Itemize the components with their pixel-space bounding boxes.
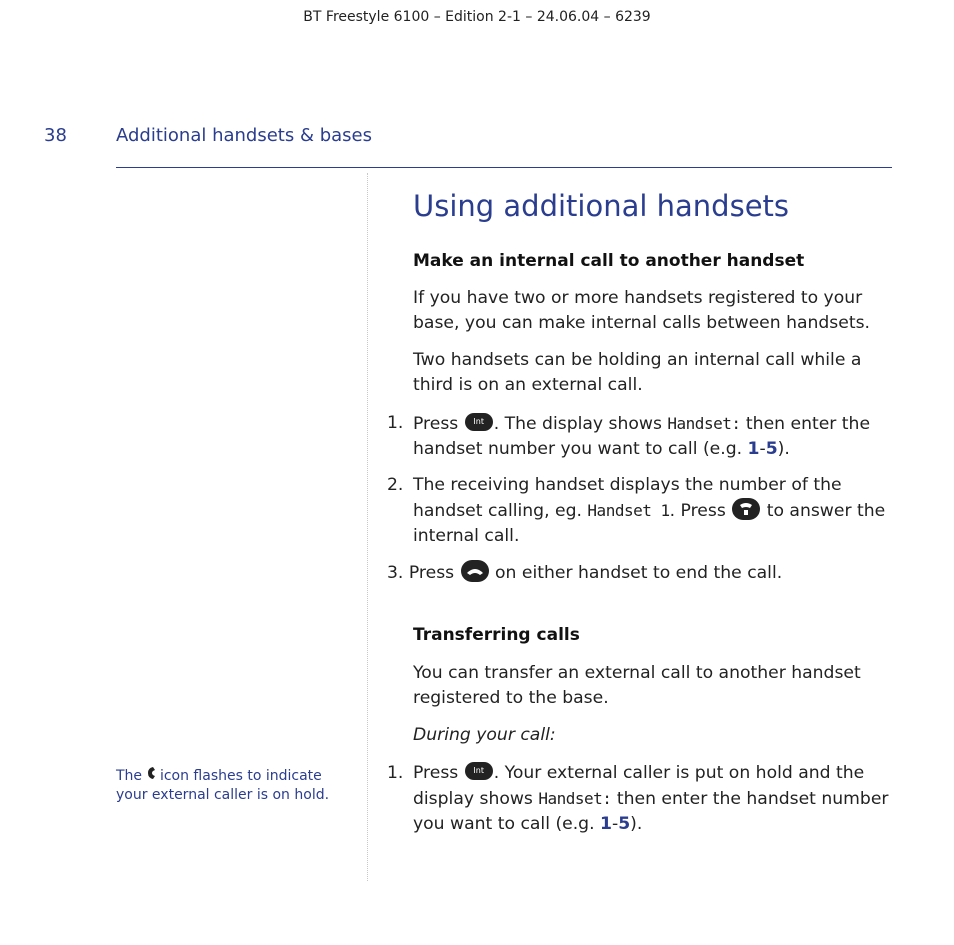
section-title: Additional handsets & bases (116, 125, 373, 146)
step-text: ). (777, 439, 790, 459)
column-divider (367, 173, 368, 881)
display-text: Handset: (538, 789, 612, 808)
press-label: Press (413, 763, 459, 783)
transfer-step-1-text (413, 761, 893, 837)
step-number: 3. (387, 563, 404, 583)
display-text: Handset 1 (587, 501, 670, 520)
during-call-label: During your call: (413, 725, 556, 745)
step-text: on either handset to end the call. (489, 563, 783, 583)
side-note-text: The (116, 768, 147, 784)
side-note-text: icon flashes to indicate your external caller is on hold. (116, 768, 330, 803)
press-label: Press (408, 563, 455, 583)
talk-button-icon (732, 498, 760, 520)
side-note (116, 766, 356, 805)
print-header: BT Freestyle 6100 – Edition 2-1 – 24.06.04 – 6239 (303, 9, 651, 25)
step-number: 1. (387, 413, 404, 433)
paragraph-transfer: You can transfer an external call to another handset registered to the base. (413, 663, 861, 708)
step-number: 1. (387, 763, 404, 783)
key-5: 5 (765, 439, 778, 459)
key-1: 1 (600, 814, 612, 834)
step-text: to answer the internal call. (413, 501, 886, 546)
step-text: then enter the handset number you want to call (e.g. (413, 789, 889, 834)
step-3-text (387, 561, 893, 586)
press-label: Press (413, 414, 459, 434)
page-number: 38 (44, 125, 67, 146)
heading-transferring: Transferring calls (413, 625, 580, 645)
header-rule (116, 167, 892, 168)
display-text: Handset: (667, 414, 741, 433)
end-call-button-icon (461, 560, 489, 582)
step-text: . Your external caller is put on hold and the display shows (413, 763, 865, 809)
step-text: The receiving handset displays the number of the handset calling, eg. (413, 475, 842, 521)
int-button-icon: Int (465, 413, 493, 431)
heading-internal-call: Make an internal call to another handset (413, 251, 805, 271)
step-number: 2. (387, 475, 404, 495)
paragraph-holding: Two handsets can be holding an internal call while a third is on an external call. (413, 350, 862, 395)
step-1-text (413, 411, 893, 462)
step-2-text (413, 473, 893, 549)
key-5: 5 (618, 814, 631, 834)
dash: - (612, 814, 619, 834)
key-1: 1 (747, 439, 760, 459)
step-text: ). (630, 814, 643, 834)
page-title: Using additional handsets (413, 189, 790, 223)
paragraph-intro: If you have two or more handsets registered to your base, you can make internal calls between handsets. (413, 288, 870, 333)
step-text: then enter the handset number you want to call (e.g. (413, 414, 871, 459)
handset-hold-icon (147, 766, 156, 786)
int-button-icon: Int (465, 762, 493, 780)
step-text: . Press (669, 501, 732, 521)
step-text: . The display shows (493, 414, 668, 434)
dash: - (759, 439, 766, 459)
